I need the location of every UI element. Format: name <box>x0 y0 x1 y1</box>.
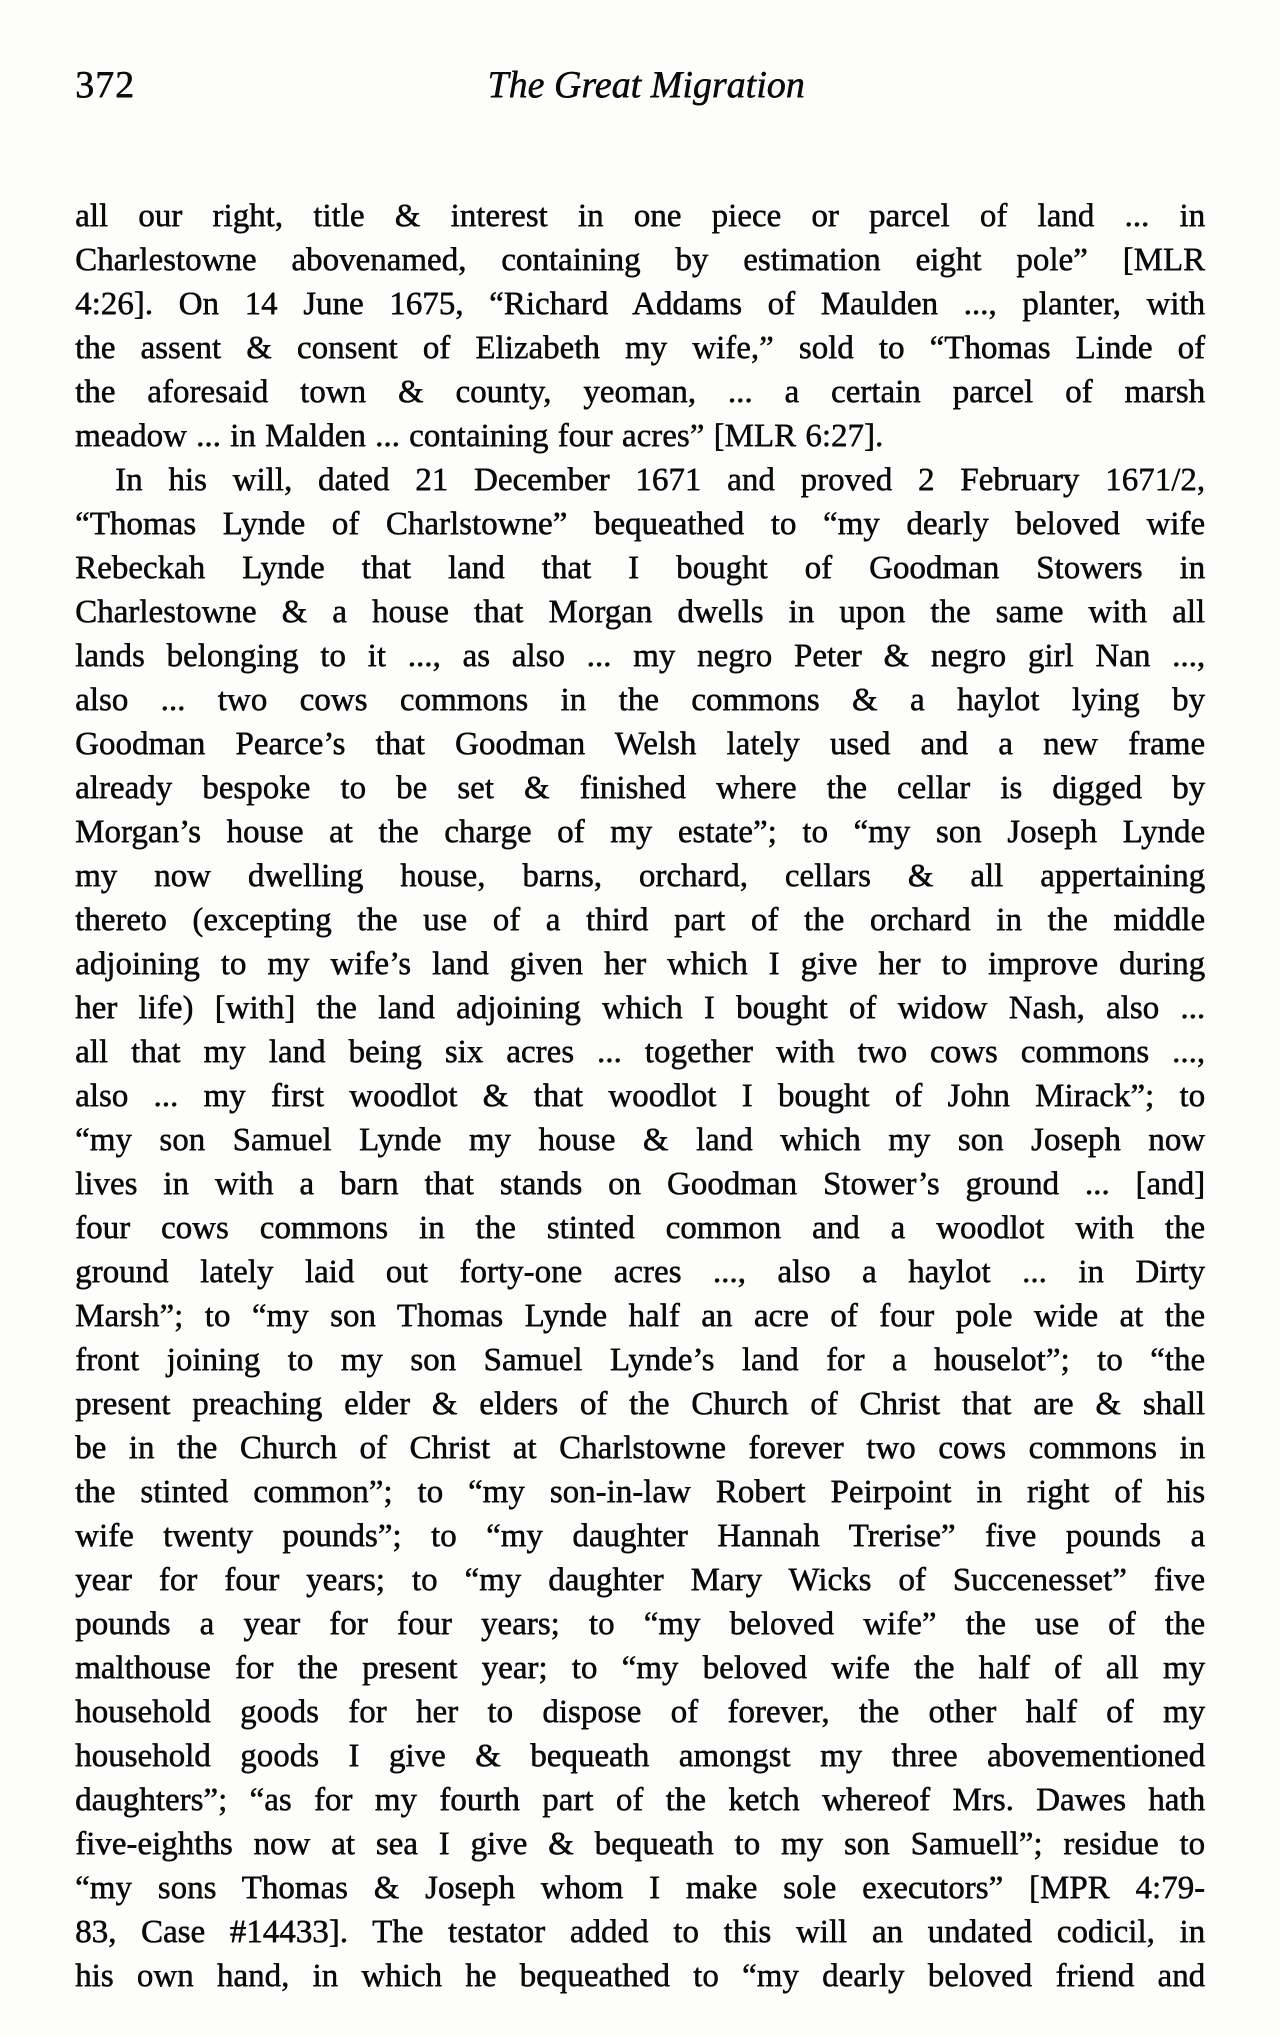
text-line: meadow ... in Malden ... containing four acres” [MLR 6:27]. <box>75 418 884 454</box>
text-line: Rebeckah Lynde that land that I bought of Goodman Stowers in <box>75 550 1205 586</box>
text-line: already bespoke to be set & finished where the cellar is digged by <box>75 770 1205 806</box>
text-line: be in the Church of Christ at Charlstowne forever two cows commons in <box>75 1430 1205 1466</box>
text-line: also ... two cows commons in the commons & a haylot lying by <box>75 682 1205 718</box>
text-line: “my son Samuel Lynde my house & land which my son Joseph now <box>75 1122 1205 1158</box>
text-line: household goods I give & bequeath amongst my three abovementioned <box>75 1738 1205 1774</box>
text-line: Marsh”; to “my son Thomas Lynde half an acre of four pole wide at the <box>75 1298 1205 1334</box>
text-line: lands belonging to it ..., as also ... my negro Peter & negro girl Nan ..., <box>75 638 1205 674</box>
running-title: The Great Migration <box>487 64 805 106</box>
text-line: pounds a year for four years; to “my beloved wife” the use of the <box>75 1606 1205 1642</box>
text-line: 4:26]. On 14 June 1675, “Richard Addams of Maulden ..., planter, with <box>75 286 1205 322</box>
text-line: ground lately laid out forty-one acres ..., also a haylot ... in Dirty <box>75 1254 1205 1290</box>
text-line: his own hand, in which he bequeathed to “my dearly beloved friend and <box>75 1958 1205 1994</box>
text-line: Morgan’s house at the charge of my estate”; to “my son Joseph Lynde <box>75 814 1205 850</box>
page-header <box>0 64 1280 112</box>
text-line: the assent & consent of Elizabeth my wife,” sold to “Thomas Linde of <box>75 330 1205 366</box>
text-line: Charlestowne & a house that Morgan dwells in upon the same with all <box>75 594 1205 630</box>
text-line: daughters”; “as for my fourth part of the ketch whereof Mrs. Dawes hath <box>75 1782 1205 1818</box>
text-line: Charlestowne abovenamed, containing by estimation eight pole” [MLR <box>75 242 1205 278</box>
text-line: five-eighths now at sea I give & bequeath to my son Samuell”; residue to <box>75 1826 1205 1862</box>
text-line: Goodman Pearce’s that Goodman Welsh lately used and a new frame <box>75 726 1205 762</box>
text-line: her life) [with] the land adjoining which I bought of widow Nash, also ... <box>75 990 1205 1026</box>
text-line: malthouse for the present year; to “my beloved wife the half of all my <box>75 1650 1205 1686</box>
text-line: lives in with a barn that stands on Goodman Stower’s ground ... [and] <box>75 1166 1205 1202</box>
text-line: the stinted common”; to “my son-in-law Robert Peirpoint in right of his <box>75 1474 1205 1510</box>
text-line: four cows commons in the stinted common and a woodlot with the <box>75 1210 1205 1246</box>
text-line: adjoining to my wife’s land given her which I give her to improve during <box>75 946 1205 982</box>
text-line: wife twenty pounds”; to “my daughter Hannah Trerise” five pounds a <box>75 1518 1205 1554</box>
page-number: 372 <box>75 64 135 106</box>
text-line: 83, Case #14433]. The testator added to this will an undated codicil, in <box>75 1914 1205 1950</box>
text-line: household goods for her to dispose of forever, the other half of my <box>75 1694 1205 1730</box>
text-line: In his will, dated 21 December 1671 and proved 2 February 1671/2, <box>115 462 1205 498</box>
text-line: “Thomas Lynde of Charlstowne” bequeathed to “my dearly beloved wife <box>75 506 1205 542</box>
text-line: thereto (excepting the use of a third part of the orchard in the middle <box>75 902 1205 938</box>
body-text <box>75 194 1205 1998</box>
text-line: front joining to my son Samuel Lynde’s land for a houselot”; to “the <box>75 1342 1205 1378</box>
text-line: the aforesaid town & county, yeoman, ... a certain parcel of marsh <box>75 374 1205 410</box>
text-line: “my sons Thomas & Joseph whom I make sole executors” [MPR 4:79- <box>75 1870 1205 1906</box>
text-line: year for four years; to “my daughter Mary Wicks of Succenesset” five <box>75 1562 1205 1598</box>
text-line: present preaching elder & elders of the Church of Christ that are & shall <box>75 1386 1205 1422</box>
text-line: also ... my first woodlot & that woodlot I bought of John Mirack”; to <box>75 1078 1205 1114</box>
text-line: my now dwelling house, barns, orchard, cellars & all appertaining <box>75 858 1205 894</box>
text-line: all our right, title & interest in one piece or parcel of land ... in <box>75 198 1205 234</box>
text-line: all that my land being six acres ... together with two cows commons ..., <box>75 1034 1205 1070</box>
